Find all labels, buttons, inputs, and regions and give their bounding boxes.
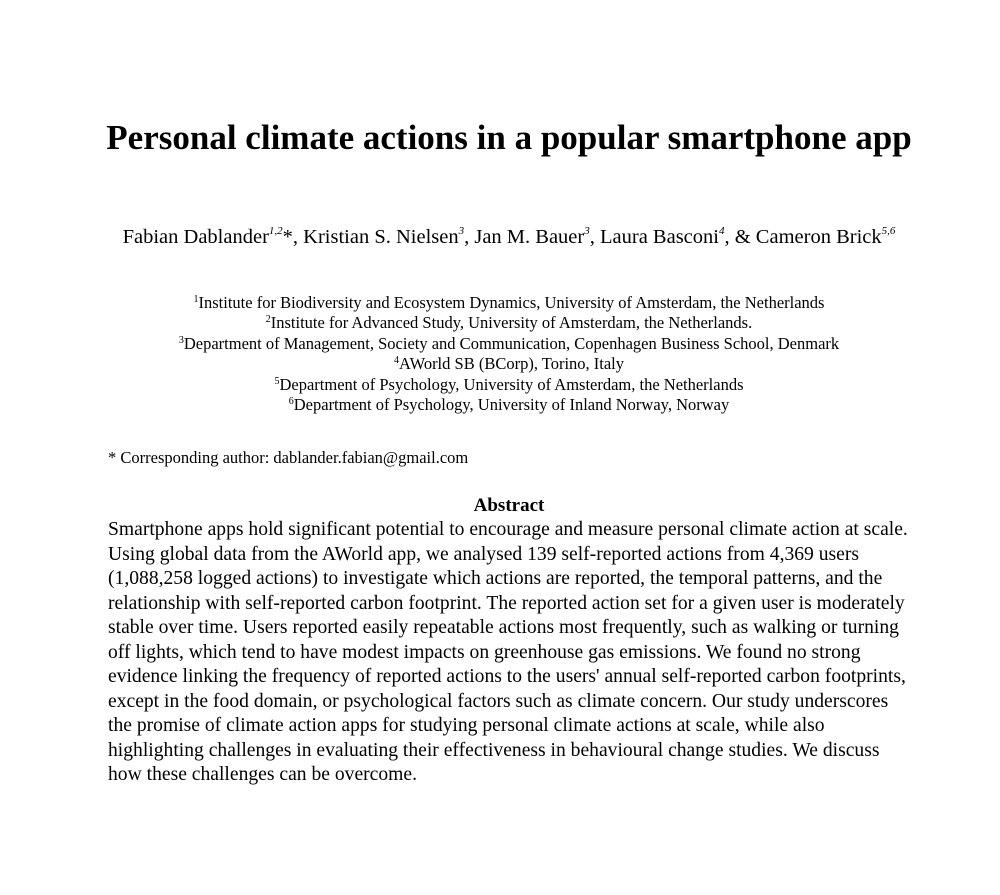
affiliation-number: 4 bbox=[393, 355, 399, 367]
affiliation bbox=[100, 354, 918, 374]
author-name: Cameron Brick bbox=[755, 226, 882, 248]
affiliation-list bbox=[100, 293, 918, 415]
affiliation bbox=[100, 375, 918, 395]
author-name: Fabian Dablander bbox=[122, 226, 269, 248]
affiliation bbox=[100, 313, 918, 333]
affiliation bbox=[100, 395, 918, 415]
affiliation-text: Institute for Biodiversity and Ecosystem Dynamics, University of Amsterdam, the Netherlands bbox=[198, 293, 825, 312]
affiliation-number: 5 bbox=[274, 375, 280, 387]
author-affiliation-marker: 5,6 bbox=[881, 225, 896, 237]
author-name: Kristian S. Nielsen bbox=[303, 226, 459, 248]
affiliation-text: Department of Psychology, University of Inland Norway, Norway bbox=[293, 395, 730, 415]
author-affiliation-marker: 1,2 bbox=[268, 225, 283, 237]
author-affiliation-marker: 3 bbox=[584, 225, 590, 237]
author bbox=[756, 226, 896, 248]
author-separator: *, bbox=[282, 226, 304, 248]
author bbox=[123, 226, 304, 248]
author-name: Laura Basconi bbox=[600, 226, 719, 248]
author-name: Jan M. Bauer bbox=[474, 226, 585, 248]
author-list bbox=[100, 225, 918, 249]
affiliation-text: Department of Psychology, University of Amsterdam, the Netherlands bbox=[279, 374, 744, 394]
affiliation bbox=[100, 293, 918, 313]
author-affiliation-marker: 3 bbox=[458, 225, 465, 237]
abstract-text: Smartphone apps hold significant potential to encourage and measure personal climate action at scale. Using global data from the AWorld app, we analysed 139 self-reported actions from 4,369 users (1,088,258 logged actions) to investigate which actions are reported, the temporal patterns, and the relationship with self-reported carbon footprint. The reported action set for a given user is moderately stable over time. Users reported easily repeatable actions most frequently, such as walking or turning off lights, which tend to have modest impacts on greenhouse gas emissions. We found no strong evidence linking the frequency of reported actions to the users' annual self-reported carbon footprints, except in the food domain, or psychological factors such as climate concern. Our study underscores the promise of climate action apps for studying personal climate actions at scale, while also highlighting challenges in evaluating their effectiveness in behavioural change studies. We discuss how these challenges can be overcome. bbox=[108, 519, 908, 785]
paper-title: Personal climate actions in a popular smartphone app bbox=[106, 118, 912, 157]
corresponding-author-note: * Corresponding author: dablander.fabian@gmail.com bbox=[108, 448, 469, 467]
author bbox=[600, 226, 756, 248]
affiliation-number: 2 bbox=[265, 314, 271, 326]
affiliation-text: Department of Management, Society and Communication, Copenhagen Business School, Denmark bbox=[183, 333, 840, 353]
affiliation-number: 3 bbox=[178, 334, 184, 346]
abstract-heading: Abstract bbox=[473, 495, 545, 516]
affiliation-number: 6 bbox=[288, 396, 294, 408]
author bbox=[474, 226, 600, 248]
author bbox=[303, 226, 474, 248]
author-separator: , bbox=[464, 226, 475, 248]
affiliation bbox=[100, 334, 918, 354]
author-separator: , & bbox=[724, 226, 756, 248]
affiliation-number: 1 bbox=[193, 294, 199, 305]
affiliation-text: Institute for Advanced Study, University of Amsterdam, the Netherlands. bbox=[270, 313, 753, 333]
author-separator: , bbox=[589, 226, 600, 248]
affiliation-text: AWorld SB (BCorp), Torino, Italy bbox=[398, 354, 625, 374]
author-affiliation-marker: 4 bbox=[718, 225, 725, 237]
